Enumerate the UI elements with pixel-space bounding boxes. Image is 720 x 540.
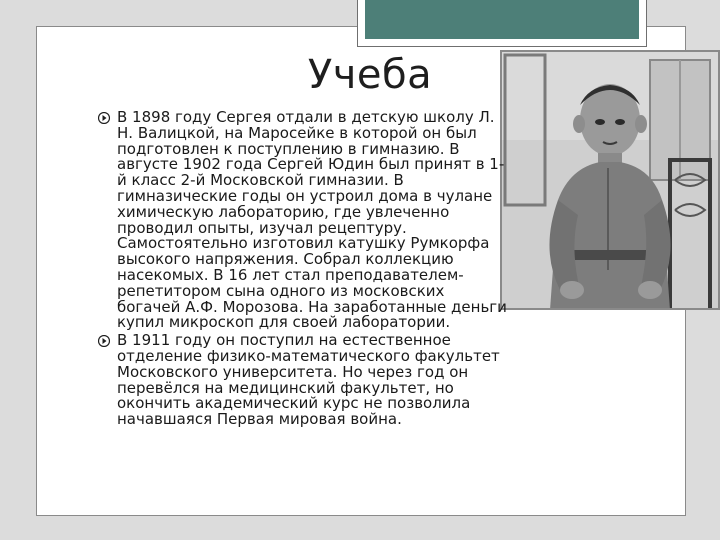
bullet-item [98,110,508,331]
bullet-arrow-icon [98,335,110,347]
bullet-arrow-icon [98,112,110,124]
bullet-text: В 1898 году Сергея отдали в детскую школу Л. Н. Валицкой, на Маросейке в которой он был подготовлен к поступлению в гимназию. В августе 1902 года Сергей Юдин был принят в 1-й класс 2-й Московской гимназии. В гимназические годы он устроил дома в чулане химическую лабораторию, где увлеченно проводил опыты, изучал рецептуру. Самостоятельно изготовил катушку Румкорфа высокого напряжения. Собрал коллекцию насекомых. В 16 лет стал преподавателем-репетитором сына одного из московских богачей А.Ф. Морозова. На заработанные деньги купил микроскоп для своей лаборатории. [117,108,507,332]
bullet-list [98,110,508,430]
slide-title: Учеба [307,52,433,98]
accent-box-fill [365,0,639,39]
portrait-photo-drawing [500,50,720,310]
bullet-text: В 1911 году он поступил на естественное отделение физико-математического факультет Московского университета. Но через год он перевёлся на медицинский факультет, но окончить академический курс не позволила начавшаяся Первая мировая война. [117,331,500,429]
accent-box [357,0,647,47]
portrait-photo [500,50,720,310]
bullet-item [98,333,508,428]
